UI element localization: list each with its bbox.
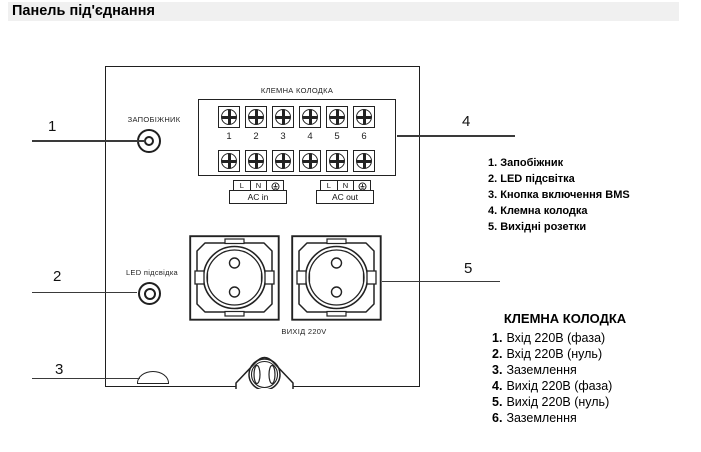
terminal-legend-item: 5. Вихід 220В (нуль) <box>492 395 610 409</box>
terminal-number: 2 <box>253 131 259 142</box>
ac-out-label: AC out <box>332 192 358 202</box>
parts-legend <box>488 155 630 235</box>
callout-number-3: 3 <box>55 361 64 378</box>
terminal-block-label: КЛЕМНА КОЛОДКА <box>260 86 334 95</box>
ac-in-label: AC in <box>247 192 269 202</box>
leader-line-2 <box>32 292 137 293</box>
terminal-number: 6 <box>361 131 367 142</box>
legend-item: 1. Запобіжник <box>488 157 564 169</box>
legend-item: 2. LED підсвітка <box>488 173 575 185</box>
callout-number-4: 4 <box>462 113 471 130</box>
terminal-legend-item: 1. Вхід 220В (фаза) <box>492 331 606 345</box>
terminal-legend-item: 3. Заземлення <box>492 363 577 377</box>
terminal-legend-title: КЛЕМНА КОЛОДКА <box>503 311 627 326</box>
ac-out-label-box <box>316 190 374 204</box>
ac-in-label-box <box>229 190 287 204</box>
terminal-screw-icon <box>326 150 348 172</box>
terminal-legend-item: 4. Вихід 220В (фаза) <box>492 379 613 393</box>
fuse-label: ЗАПОБІЖНИК <box>127 115 181 124</box>
terminal-screw-icon <box>299 150 321 172</box>
terminal-screw-icon <box>272 106 294 128</box>
terminal-number: 1 <box>226 131 232 142</box>
terminal-number: 5 <box>334 131 340 142</box>
page-title-bar <box>8 2 679 21</box>
terminal-legend <box>492 330 612 426</box>
terminal-number: 3 <box>280 131 286 142</box>
led-label: LED підсвідка <box>125 268 179 277</box>
line-marking: L <box>239 181 244 191</box>
callout-number-5: 5 <box>464 260 473 277</box>
terminal-screw-icon <box>245 150 267 172</box>
output-voltage-label: ВИХІД 220V <box>281 327 327 336</box>
leader-line-1 <box>32 140 146 141</box>
leader-line-5 <box>382 281 500 282</box>
callout-number-2: 2 <box>53 268 62 285</box>
terminal-screw-icon <box>353 150 375 172</box>
legend-item: 4. Клемна колодка <box>488 205 588 217</box>
power-socket-right-icon <box>291 235 382 321</box>
neutral-marking: N <box>250 181 267 191</box>
terminal-screw-icon <box>272 150 294 172</box>
terminal-legend-item: 2. Вхід 220В (нуль) <box>492 347 603 361</box>
legend-item: 5. Вихідні розетки <box>488 221 587 233</box>
line-marking: L <box>326 181 331 191</box>
terminal-screw-icon <box>245 106 267 128</box>
terminal-legend-item: 6. Заземлення <box>492 411 577 425</box>
terminal-screw-icon <box>218 106 240 128</box>
terminal-screw-icon <box>299 106 321 128</box>
cable-gland-icon <box>234 353 295 389</box>
leader-line-3 <box>32 378 140 379</box>
callout-number-1: 1 <box>48 118 57 135</box>
legend-item: 3. Кнопка включення BMS <box>488 189 630 201</box>
page-title: Панель під'єднання <box>12 3 155 19</box>
neutral-marking: N <box>337 181 354 191</box>
power-socket-left-icon <box>189 235 280 321</box>
terminal-screw-icon <box>218 150 240 172</box>
terminal-screw-icon <box>326 106 348 128</box>
terminal-screw-icon <box>353 106 375 128</box>
leader-line-4 <box>397 135 515 136</box>
led-indicator-icon <box>138 282 161 305</box>
terminal-number: 4 <box>307 131 313 142</box>
